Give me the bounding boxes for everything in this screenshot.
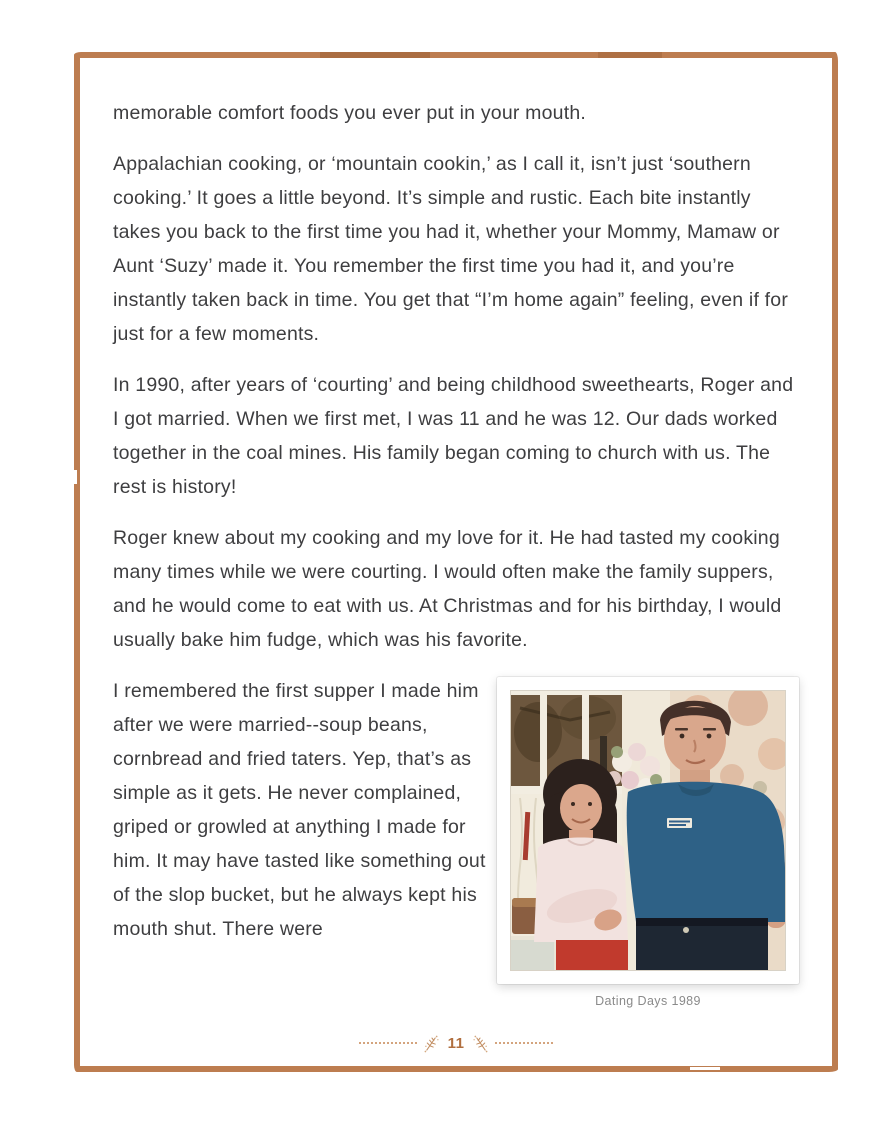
body-paragraph: I remembered the first supper I made him after we were married--soup beans, cornbread and fried taters. Yep, that’s as simple as it gets. He never complained, griped or growled at anything I made for him. It may have tasted like something out of the slop bucket, but he always kept his mouth shut. There were (113, 680, 486, 940)
photo-dating-days (510, 690, 786, 971)
photo-figure (497, 677, 799, 1008)
body-paragraph: Roger knew about my cooking and my love for it. He had tasted my cooking many times while we were courting. I would often make the family suppers, and he would come to eat with us. At Christmas and for his birthday, I would usually bake him fudge, which was his favorite. (113, 527, 782, 651)
page-number: 11 (447, 1034, 465, 1052)
body-paragraph: In 1990, after years of ‘courting’ and being childhood sweethearts, Roger and I got married. When we first met, I was 11 and he was 12. Our dads worked together in the coal mines. His family began coming to church with us. The rest is history! (113, 374, 794, 498)
fern-ornament-left-icon (424, 1034, 439, 1053)
border-texture (74, 470, 77, 484)
body-paragraph: Appalachian cooking, or ‘mountain cookin,’ as I call it, isn’t just ‘southern cooking.’ It goes a little beyond. It’s simple and rustic. Each bite instantly takes you back to the first time you had it, whether your Mommy, Mamaw or Aunt ‘Suzy’ made it. You remember the first time you had it, and you’re instantly taken back in time. You get that “I’m home again” feeling, even if for just for a few moments. (113, 153, 789, 345)
photo-frame (497, 677, 799, 984)
border-texture (320, 52, 430, 58)
fern-ornament-right-icon (473, 1034, 488, 1053)
footer-divider-right (495, 1042, 553, 1044)
footer-divider-left (359, 1042, 417, 1044)
photo-caption: Dating Days 1989 (595, 994, 701, 1008)
page-footer (74, 1030, 838, 1056)
body-paragraph: memorable comfort foods you ever put in your mouth. (113, 102, 587, 124)
border-texture (690, 1067, 720, 1070)
border-texture (598, 52, 662, 58)
